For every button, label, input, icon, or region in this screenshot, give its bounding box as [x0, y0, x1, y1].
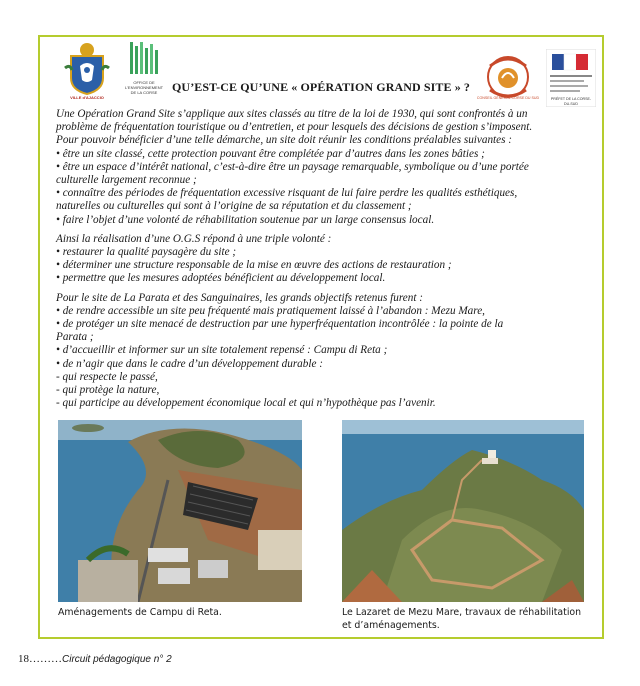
intro-line: • être un espace d’intérêt national, c’est-à-dire être un paysage remarquable, symbolique ou d’une portée	[56, 160, 529, 173]
prefecture-label: PRÉFET DE LA CORSE-DU-SUD	[550, 97, 592, 106]
intro-line: • faire l’objet d’une volonté de réhabilitation soutenue par un large consensus local.	[56, 213, 435, 226]
intro-line: problème de fréquentation touristique ou d’entretien, et pour lesquels des décisions de gestion s’imposent.	[56, 121, 533, 134]
mezu-mare-photo	[342, 420, 584, 602]
footer-dots: ………	[29, 653, 62, 665]
ajaccio-crest-icon	[62, 40, 112, 102]
prefecture-logo	[546, 49, 596, 107]
office-stripes-icon	[124, 40, 164, 78]
intro-line: Pour pouvoir bénéficier d’une telle démarche, un site doit réunir les conditions préalables suivantes :	[56, 134, 513, 147]
parata-line: - qui protège la nature,	[56, 384, 160, 397]
parata-line: - qui participe au développement économique local et qui n’hypothèque pas l’avenir.	[56, 397, 436, 410]
page-heading: QU’EST-CE QU’UNE « OPÉRATION GRAND SITE » ?	[172, 80, 471, 94]
intro-line: • être un site classé, cette protection pouvant être complétée par d’autres dans les zones bâties ;	[56, 147, 485, 160]
parata-line: Pour le site de La Parata et des Sanguinaires, les grands objectifs retenus furent :	[56, 291, 423, 304]
office-label-3: DE LA CORSE	[130, 90, 158, 95]
office-label-2: L'ENVIRONNEMENT	[124, 85, 164, 90]
ogs-line: • permettre que les mesures adoptées bénéficient au développement local.	[56, 272, 386, 285]
parata-line: • de rendre accessible un site peu fréquenté mais pratiquement laissé à l’abandon : Mezu Mare,	[56, 304, 485, 317]
ogs-paragraph	[56, 233, 590, 286]
parata-line: • de n’agir que dans le cadre d’un développement durable :	[56, 357, 323, 370]
conseil-general-label: CONSEIL GÉNÉRAL CORSE DU SUD	[476, 96, 540, 100]
intro-paragraph	[56, 108, 590, 227]
ville-logo-label: VILLE d'AJACCIO	[70, 95, 104, 100]
ville-ajaccio-logo	[62, 40, 112, 102]
ogs-line: • déterminer une structure responsable de la mise en œuvre des actions de restauration ;	[56, 259, 452, 272]
intro-line: Une Opération Grand Site s’applique aux sites classés au titre de la loi de 1930, qui sont confrontés à un	[56, 108, 528, 120]
intro-line: • connaître des périodes de fréquentation excessive risquant de lui faire perdre les qualités esthétiques,	[56, 187, 518, 200]
conseil-general-logo	[476, 52, 540, 102]
caption-mezu-mare: Le Lazaret de Mezu Mare, travaux de réhabilitation et d’aménagements.	[342, 607, 582, 631]
parata-line: Parata ;	[56, 331, 94, 344]
parata-line: • d’accueillir et informer sur un site totalement repensé : Campu di Reta ;	[56, 344, 388, 357]
page-footer	[18, 653, 172, 665]
office-environnement-logo	[124, 40, 164, 102]
intro-line: culturelle largement reconnue ;	[56, 174, 197, 187]
intro-line: naturelles ou culturelles qui sont à l’origine de sa réputation et du classement ;	[56, 200, 412, 213]
ogs-line: • restaurer la qualité paysagère du site ;	[56, 246, 237, 259]
conseil-general-emblem-icon	[476, 52, 540, 102]
caption-campu-di-reta: Aménagements de Campu di Reta.	[58, 607, 222, 618]
parata-paragraph	[56, 292, 590, 411]
parata-line: - qui respecte le passé,	[56, 370, 158, 383]
body-text	[56, 108, 590, 416]
office-label-1: OFFICE DE	[133, 80, 155, 85]
ogs-line: Ainsi la réalisation d’une O.G.S répond à une triple volonté :	[56, 232, 332, 245]
page-number: 18	[18, 653, 29, 665]
series-title: Circuit pédagogique n° 2	[62, 654, 172, 665]
campu-di-reta-photo	[58, 420, 302, 602]
parata-line: • de protéger un site menacé de destruction par une hyperfréquentation incontrôlée : la pointe de la	[56, 318, 504, 331]
